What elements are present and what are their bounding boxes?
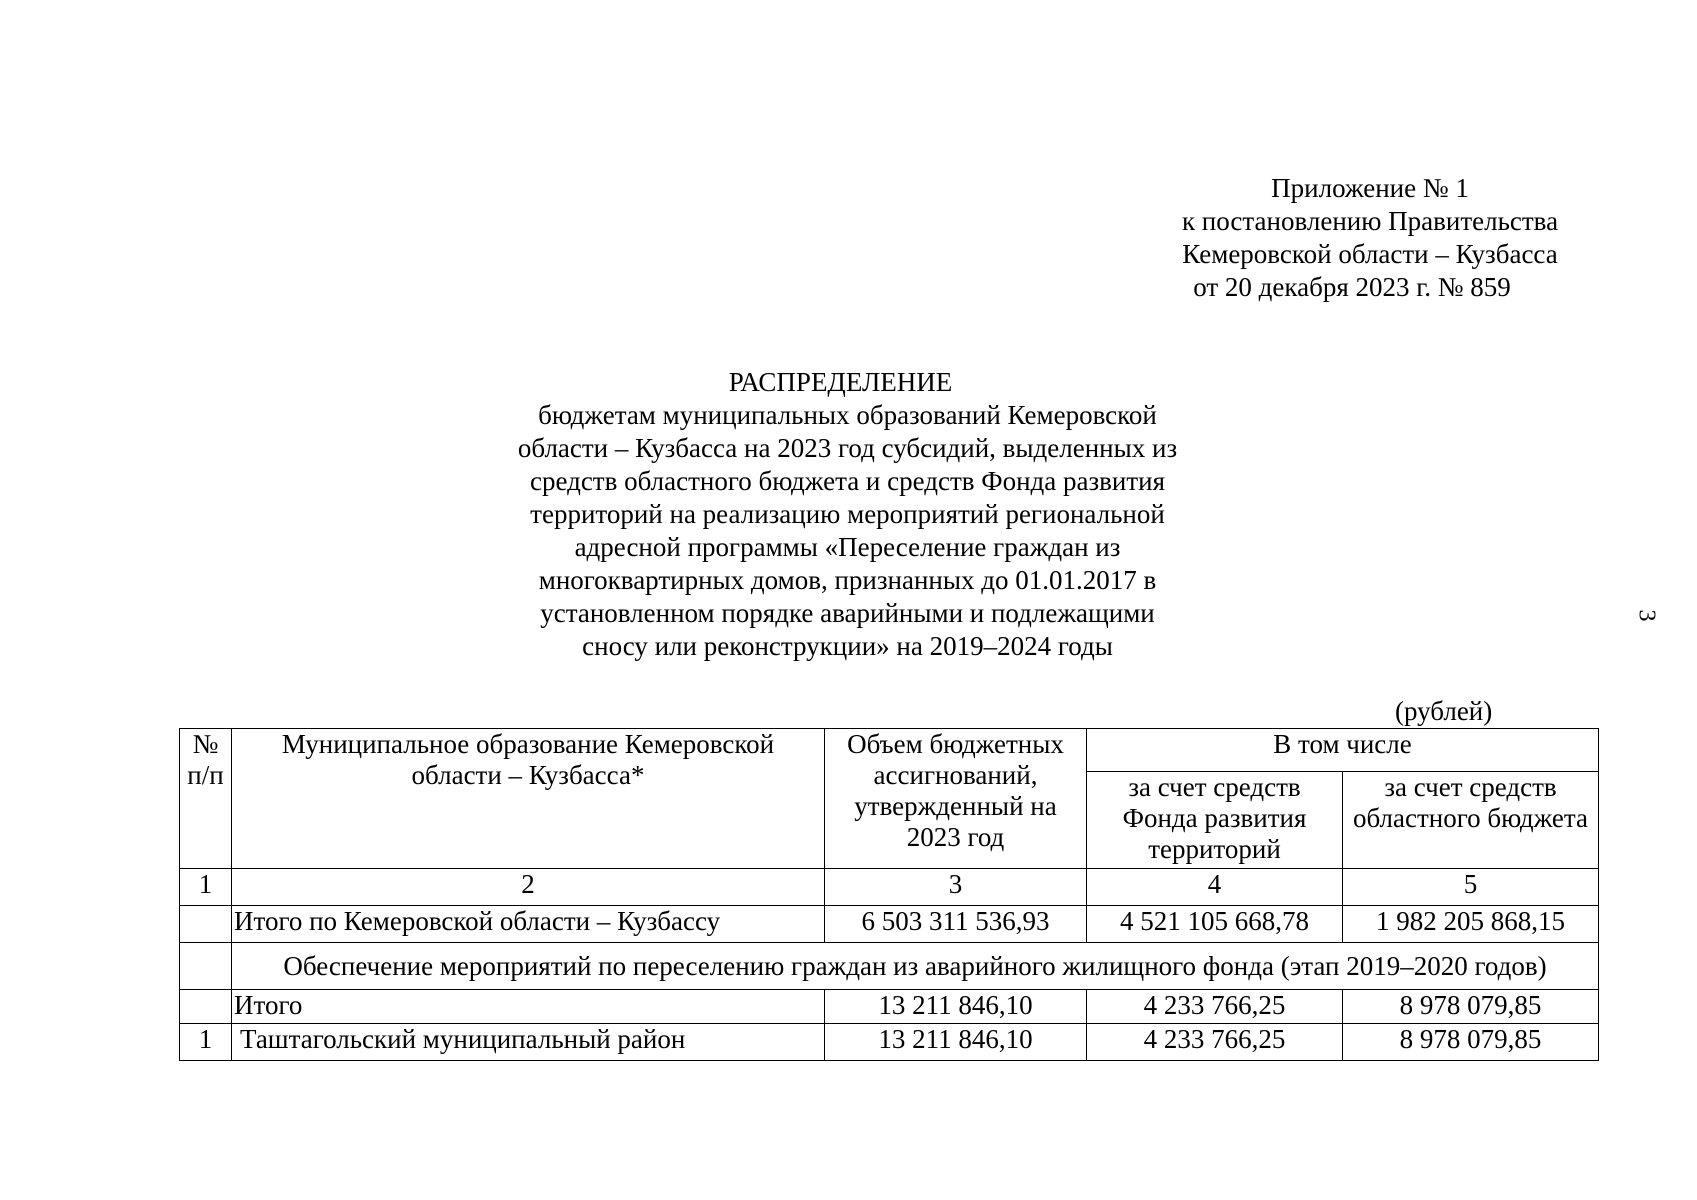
row-fund: 4 233 766,25 <box>1087 1024 1343 1061</box>
title-line: бюджетам муниципальных образований Кемеровской <box>538 400 1157 430</box>
total-num-cell <box>180 906 232 943</box>
subtotal-row <box>180 990 1599 1024</box>
table-row <box>180 1024 1599 1061</box>
column-number: 2 <box>232 869 825 906</box>
distribution-table <box>179 728 1599 1061</box>
units-label: (рублей) <box>1395 696 1493 726</box>
table-header-row <box>180 729 1599 772</box>
appendix-date-line: от 20 декабря 2023 г. № 859 <box>1193 272 1511 302</box>
header-num: № п/п <box>180 729 232 869</box>
subtotal-regional: 8 978 079,85 <box>1343 990 1599 1024</box>
subtotal-fund: 4 233 766,25 <box>1087 990 1343 1024</box>
total-volume: 6 503 311 536,93 <box>825 906 1087 943</box>
subtotal-num-cell <box>180 990 232 1024</box>
row-num: 1 <box>180 1024 232 1061</box>
title-heading: РАСПРЕДЕЛЕНИЕ <box>728 367 953 397</box>
total-regional: 1 982 205 868,15 <box>1343 906 1599 943</box>
header-municipality: Муниципальное образование Кемеровской области – Кузбасса* <box>232 729 825 869</box>
header-volume: Объем бюджетных ассигнований, утвержденный на 2023 год <box>825 729 1087 869</box>
header-including: В том числе <box>1087 729 1599 772</box>
section-row <box>180 943 1599 990</box>
appendix-line: к постановлению Правительства <box>1181 206 1559 236</box>
total-label: Итого по Кемеровской области – Кузбассу <box>232 906 825 943</box>
title-line: области – Кузбасса на 2023 год субсидий, выделенных из <box>517 433 1178 463</box>
total-row <box>180 906 1599 943</box>
subtotal-label: Итого <box>232 990 825 1024</box>
column-number: 4 <box>1087 869 1343 906</box>
section-title: Обеспечение мероприятий по переселению граждан из аварийного жилищного фонда (этап 2019–2020 годов) <box>232 943 1599 990</box>
page-number: 3 <box>1633 609 1660 622</box>
column-number: 5 <box>1343 869 1599 906</box>
row-regional: 8 978 079,85 <box>1343 1024 1599 1061</box>
title-line: адресной программы «Переселение граждан из <box>574 532 1121 562</box>
title-line: средств областного бюджета и средств Фонда развития <box>529 466 1166 496</box>
column-numbers-row <box>180 869 1599 906</box>
column-number: 3 <box>825 869 1087 906</box>
appendix-block <box>1150 172 1590 304</box>
subtotal-volume: 13 211 846,10 <box>825 990 1087 1024</box>
title-line: установленном порядке аварийными и подлежащими <box>540 598 1155 628</box>
total-fund: 4 521 105 668,78 <box>1087 906 1343 943</box>
column-number: 1 <box>180 869 232 906</box>
header-fund: за счет средств Фонда развития территорий <box>1087 772 1343 869</box>
row-municipality: Таштагольский муниципальный район <box>232 1024 825 1061</box>
title-line: сносу или реконструкции» на 2019–2024 годы <box>582 631 1113 661</box>
document-title <box>480 366 1215 663</box>
row-volume: 13 211 846,10 <box>825 1024 1087 1061</box>
header-regional: за счет средств областного бюджета <box>1343 772 1599 869</box>
appendix-line: Приложение № 1 <box>1271 173 1469 203</box>
appendix-line: Кемеровской области – Кузбасса <box>1182 239 1558 269</box>
section-num-cell <box>180 943 232 990</box>
title-line: многоквартирных домов, признанных до 01.01.2017 в <box>538 565 1157 595</box>
title-line: территорий на реализацию мероприятий региональной <box>530 499 1165 529</box>
